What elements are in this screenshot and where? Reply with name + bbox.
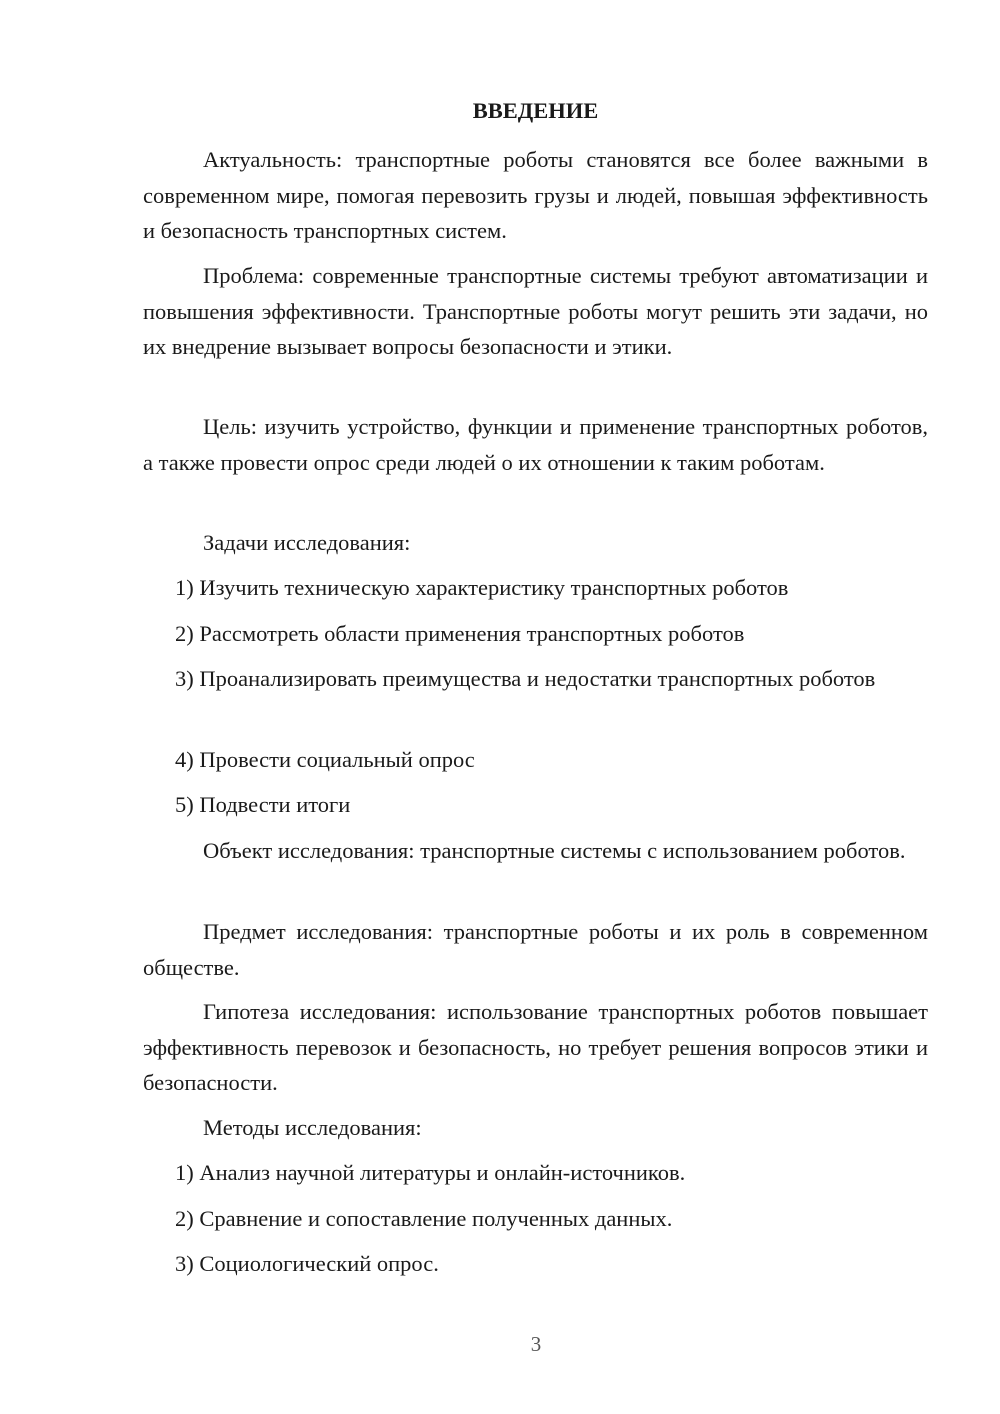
method-item-1: 1) Анализ научной литературы и онлайн-источников. [175,1160,686,1185]
paragraph-object: Объект исследования: транспортные системы с использованием роботов. [203,838,906,863]
task-item-4: 4) Провести социальный опрос [175,747,475,772]
method-item-2: 2) Сравнение и сопоставление полученных данных. [175,1206,673,1231]
tasks-heading: Задачи исследования: [203,530,411,555]
method-item-3: 3) Социологический опрос. [175,1251,439,1276]
paragraph-problem: Проблема: современные транспортные системы требуют автоматизации и повышения эффективности. Транспортные роботы могут решить эти задачи, но их внедрение вызывает вопросы безопасности и этики. [143,263,928,359]
task-item-2: 2) Рассмотреть области применения транспортных роботов [175,621,745,646]
page-number: 3 [530,1332,542,1356]
task-item-5: 5) Подвести итоги [175,792,351,817]
page-title: ВВЕДЕНИЕ [472,98,599,123]
task-item-3: 3) Проанализировать преимущества и недостатки транспортных роботов [175,666,876,691]
task-item-1: 1) Изучить техническую характеристику транспортных роботов [175,575,789,600]
paragraph-hypothesis: Гипотеза исследования: использование транспортных роботов повышает эффективность перевозок и безопасность, но требует решения вопросов этики и безопасности. [143,999,928,1095]
paragraph-subject: Предмет исследования: транспортные роботы и их роль в современном обществе. [143,919,928,980]
paragraph-goal: Цель: изучить устройство, функции и применение транспортных роботов, а также провести опрос среди людей о их отношении к таким роботам. [143,414,928,475]
paragraph-relevance: Актуальность: транспортные роботы становятся все более важными в современном мире, помогая перевозить грузы и людей, повышая эффективность и безопасность транспортных систем. [143,147,928,243]
methods-heading: Методы исследования: [203,1115,422,1140]
